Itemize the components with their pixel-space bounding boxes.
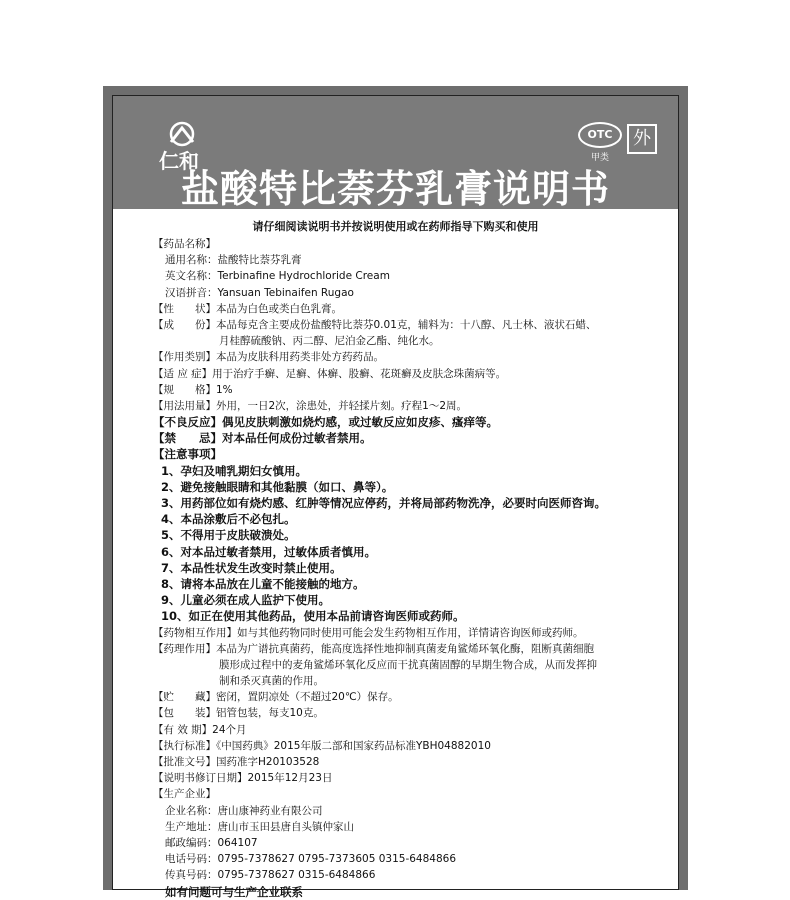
indications: 【适 应 症】用于治疗手癣、足癣、体癣、股癣、花斑癣及皮肤念珠菌病等。 xyxy=(153,367,507,380)
pharmacology-line-2: 膜形成过程中的麦角鲨烯环氧化反应而干扰真菌固醇的早期生物合成，从而发挥抑 xyxy=(219,658,597,671)
contraindications: 【禁 忌】对本品任何成份过敏者禁用。 xyxy=(153,431,372,446)
company-name: 企业名称：唐山康神药业有限公司 xyxy=(165,804,323,817)
english-name: 英文名称：Terbinafine Hydrochloride Cream xyxy=(165,270,390,283)
otc-badge xyxy=(578,122,622,163)
adverse-reactions: 【不良反应】偶见皮肤刺激如烧灼感，或过敏反应如皮疹、瘙痒等。 xyxy=(153,415,498,430)
manufacturer-header: 【生产企业】 xyxy=(153,788,216,801)
otc-class: 甲类 xyxy=(590,153,609,163)
precaution-item: 9、儿童必须在成人监护下使用。 xyxy=(161,593,330,608)
company-address: 生产地址：唐山市玉田县唐自头镇仲家山 xyxy=(165,820,354,833)
precaution-item: 2、避免接触眼睛和其他黏膜（如口、鼻等）。 xyxy=(161,479,394,494)
usage-notice: 请仔细阅读说明书并按说明使用或在药师指导下购买和使用 xyxy=(252,220,539,233)
precaution-item: 5、不得用于皮肤破溃处。 xyxy=(161,528,296,543)
precaution-item: 3、用药部位如有烧灼感、红肿等情况应停药，并将局部药物洗净，必要时向医师咨询。 xyxy=(161,496,606,510)
ingredients-line-1: 【成 份】本品每克含主要成份盐酸特比萘芬0.01克，辅料为：十八醇、凡士林、液状石蜡、 xyxy=(153,318,597,331)
precaution-item: 10、如正在使用其他药品，使用本品前请咨询医师或药师。 xyxy=(161,609,465,624)
leaflet-content xyxy=(153,236,668,900)
precautions-header: 【注意事项】 xyxy=(153,447,222,462)
usage: 【用法用量】外用，一日2次，涂患处，并轻揉片刻。疗程1～2周。 xyxy=(153,399,468,412)
standard: 【执行标准】《中国药典》2015年版二部和国家药品标准YBH04882010 xyxy=(153,739,491,752)
logo-text: 仁和 xyxy=(159,149,199,173)
otc-label: OTC xyxy=(578,122,622,148)
precaution-item: 1、孕妇及哺乳期妇女慎用。 xyxy=(161,463,308,478)
precaution-item: 7、本品性状发生改变时禁止使用。 xyxy=(161,560,342,575)
leaflet-page xyxy=(112,95,679,899)
document-title: 盐酸特比萘芬乳膏说明书 xyxy=(180,167,610,211)
drug-name-header: 【药品名称】 xyxy=(153,238,216,250)
title-banner xyxy=(113,96,678,209)
storage: 【贮 藏】密闭，置阴凉处（不超过20℃）保存。 xyxy=(153,691,399,704)
leaflet-frame xyxy=(103,86,688,899)
fax-numbers: 传真号码：0795-7378627 0315-6484866 xyxy=(165,869,376,882)
pharmacology-line-1: 【药理作用】本品为广谱抗真菌药，能高度选择性地抑制真菌麦角鲨烯环氧化酶，阻断真菌细胞 xyxy=(153,642,594,655)
approval-number: 【批准文号】国药准字H20103528 xyxy=(153,756,320,768)
external-use-mark: 外 xyxy=(627,124,657,154)
precaution-item: 8、请将本品放在儿童不能接触的地方。 xyxy=(161,576,365,591)
pinyin-name: 汉语拼音：Yansuan Tebinaifen Rugao xyxy=(165,286,354,299)
revision-date: 【说明书修订日期】2015年12月23日 xyxy=(153,772,333,785)
drug-interactions: 【药物相互作用】如与其他药物同时使用可能会发生药物相互作用，详情请咨询医师或药师。 xyxy=(153,626,584,639)
contact-note: 如有问题可与生产企业联系 xyxy=(165,884,303,899)
validity: 【有 效 期】24个月 xyxy=(153,723,247,736)
phone-numbers: 电话号码：0795-7378627 0795-7373605 0315-6484866 xyxy=(165,853,456,866)
precaution-item: 6、对本品过敏者禁用，过敏体质者慎用。 xyxy=(161,544,376,559)
pharmacology-line-3: 制和杀灭真菌的作用。 xyxy=(219,675,324,688)
common-name: 通用名称：盐酸特比萘芬乳膏 xyxy=(165,254,302,267)
category: 【作用类别】本品为皮肤科用药类非处方药药品。 xyxy=(153,351,384,364)
specification: 【规 格】1% xyxy=(153,383,233,396)
postcode: 邮政编码：064107 xyxy=(165,836,258,849)
properties: 【性 状】本品为白色或类白色乳膏。 xyxy=(153,302,342,315)
ingredients-line-2: 月桂醇硫酸钠、丙二醇、尼泊金乙酯、纯化水。 xyxy=(219,335,440,348)
package: 【包 装】铝管包装，每支10克。 xyxy=(153,707,324,720)
precaution-item: 4、本品涂敷后不必包扎。 xyxy=(161,512,296,527)
